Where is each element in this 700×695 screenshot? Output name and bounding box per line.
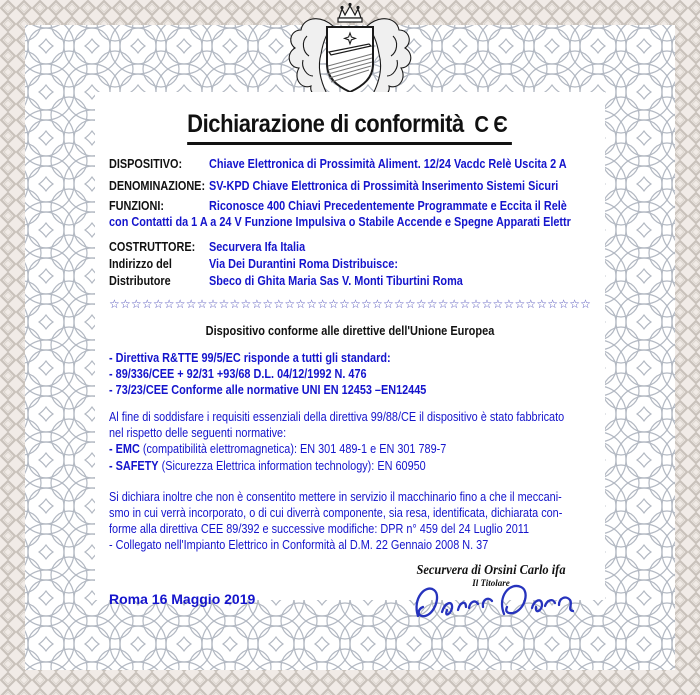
shield-icon [327,27,373,92]
place-date: Roma 16 Maggio 2019 [109,591,256,607]
signatory-name: Securvera di Orsini Carlo ifa [416,562,566,577]
spec-label: Indirizzo del [109,257,172,271]
spec-row-funzioni [109,199,591,213]
signature-block [391,561,591,628]
spec-label: DENOMINAZIONE: [109,179,206,193]
crown-icon [338,3,362,22]
signatory-role: Il Titolare [472,578,510,588]
bottom-row [109,561,591,646]
emc-label: - EMC [109,442,140,456]
directive-line: - 73/23/CEE Conforme alle normative UNI EN 12453 –EN12445 [109,383,427,397]
directives-list [109,350,591,398]
spec-grid [109,157,591,290]
spec-label: DISPOSITIVO: [109,157,183,171]
certificate-content [95,92,605,607]
spec-row-distributore [109,273,591,290]
spec-value: Securvera Ifa Italia [209,240,306,254]
safety-line [109,458,528,475]
spec-value: Sbeco di Ghita Maria Sas V. Monti Tiburtini Roma [209,274,463,288]
declaration-line: Si dichiara inoltre che non è consentito mettere in servizio il macchinario fino a che il meccani- [109,490,562,504]
safety-text: (Sicurezza Elettrica information technology): EN 60950 [158,459,426,473]
spec-value: Riconosce 400 Chiavi Precedentemente Programmate e Eccita il Relè [209,199,567,213]
fabrication-line: Al fine di soddisfare i requisiti essenziali della direttiva 99/88/CE il dispositivo è stato fabbricato [109,410,565,424]
safety-label: - SAFETY [109,459,159,473]
spec-value: Via Dei Durantini Roma Distribuisce: [209,257,398,271]
spec-row-dispositivo [109,157,591,171]
fabrication-paragraph [109,410,591,475]
spec-row-costruttore [109,239,591,256]
spec-label: COSTRUTTORE: [109,240,196,254]
spec-row-denominazione [109,179,591,193]
title-text: Dichiarazione di conformità [187,110,465,138]
directive-line: - Direttiva R&TTE 99/5/EC risponde a tutti gli standard: [109,351,391,365]
stars-separator: ☆☆☆☆☆☆☆☆☆☆☆☆☆☆☆☆☆☆☆☆☆☆☆☆☆☆☆☆☆☆☆☆☆☆☆☆☆☆☆☆☆☆☆☆ [109,297,592,311]
eu-directives-heading [109,324,591,338]
declaration-paragraph [109,489,591,553]
spec-row-indirizzo [109,256,591,273]
spec-value: Chiave Elettronica di Prossimità Aliment. 12/24 Vacdc Relè Uscita 2 A [209,157,567,171]
title-wrap [109,110,591,145]
declaration-line: smo in cui verrà incorporato, o di cui diverrà componente, sia resa, identificata, dichiarata con- [109,506,563,520]
eu-heading-text: Dispositivo conforme alle direttive dell'Unione Europea [205,324,495,338]
declaration-line: - Collegato nell'Impianto Elettrico in Conformità al D.M. 22 Gennaio 2008 N. 37 [109,538,489,552]
spec-value-continuation: con Contatti da 1 A a 24 V Funzione Impulsiva o Stabile Accende e Spegne Apparati Elettr [109,215,571,229]
emc-text: (compatibilità elettromagnetica): EN 301 489-1 e EN 301 789-7 [139,442,447,456]
emc-line [109,441,528,458]
directive-line: - 89/336/CEE + 92/31 +93/68 D.L. 04/12/1992 N. 476 [109,367,367,381]
spec-value: SV-KPD Chiave Elettronica di Prossimità Inserimento Sistemi Sicuri [209,179,559,193]
spec-label: FUNZIONI: [109,199,164,213]
certificate-title [187,110,512,145]
fabrication-line: nel rispetto delle seguenti normative: [109,425,287,440]
spec-label: Distributore [109,274,171,288]
declaration-line: forme alla direttiva CEE 89/392 e successive modifiche: DPR n° 459 del 24 Luglio 2011 [109,522,530,536]
ce-mark-icon: CЄ [474,111,513,137]
